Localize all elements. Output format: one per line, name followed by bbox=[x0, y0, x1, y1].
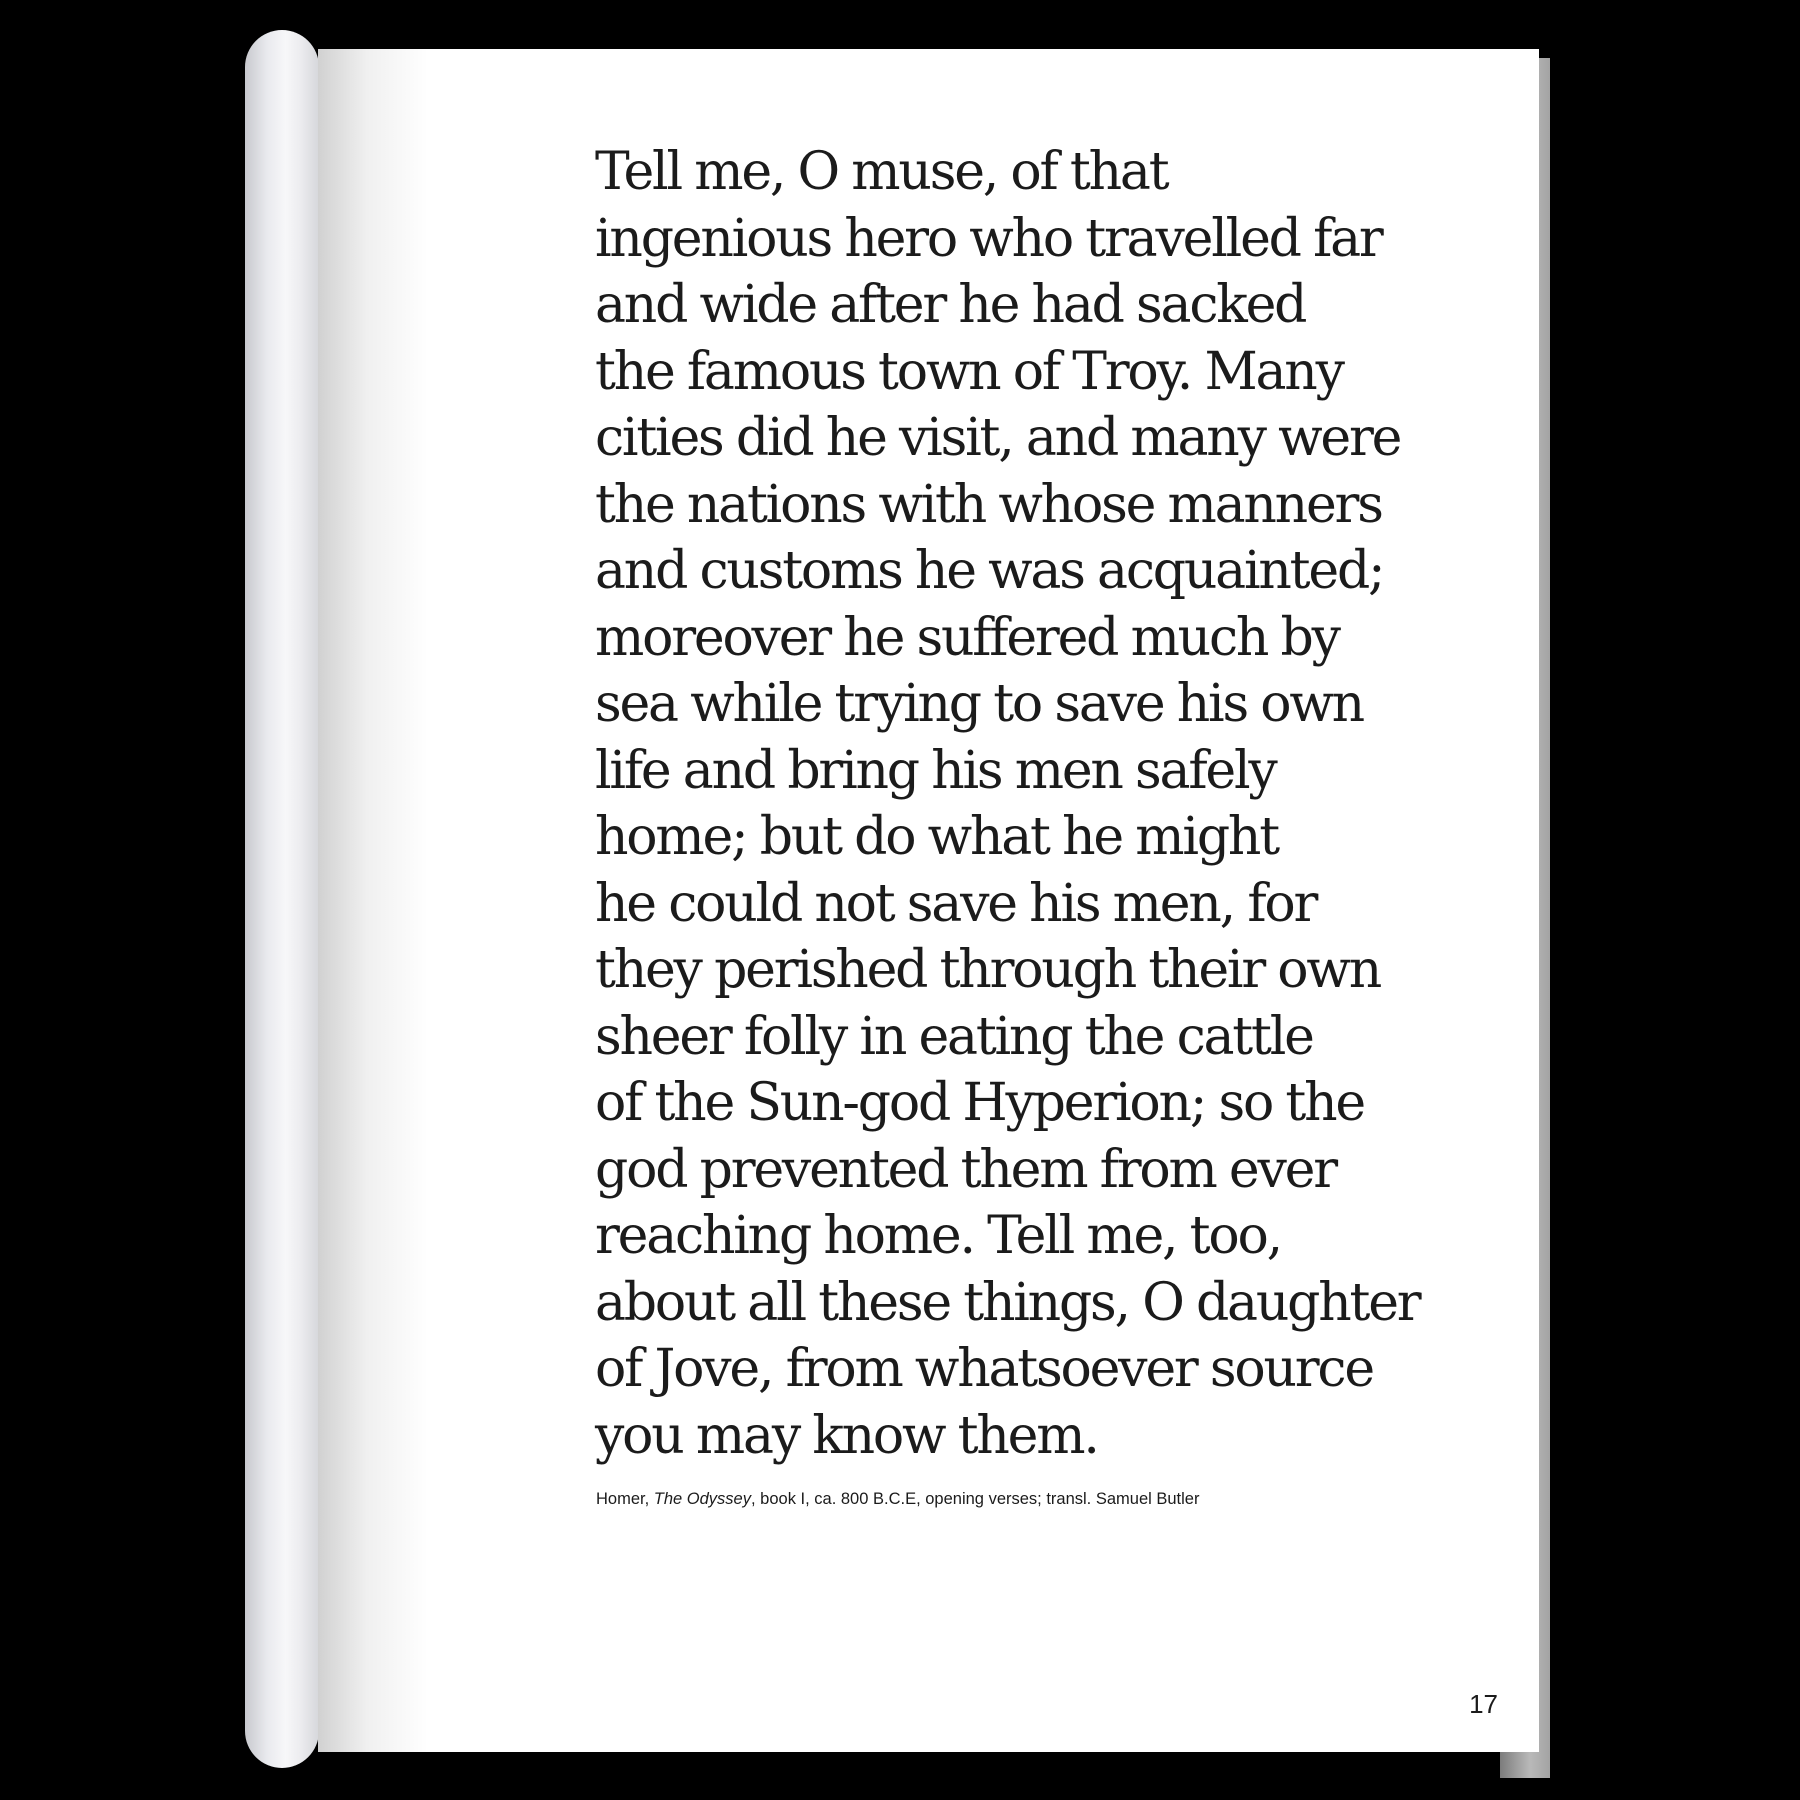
page-number: 17 bbox=[1469, 1689, 1498, 1719]
quote-line: life and bring his men safely bbox=[595, 740, 1276, 801]
quote-line: home; but do what he might bbox=[595, 807, 1278, 867]
quote-text bbox=[595, 139, 1525, 1469]
attribution-author: Homer, bbox=[596, 1490, 654, 1508]
attribution-title: The Odyssey bbox=[653, 1490, 751, 1508]
quote-line: cities did he visit, and many were bbox=[595, 408, 1401, 468]
magazine-page bbox=[318, 49, 1539, 1752]
attribution-details: , book I, ca. 800 B.C.E, opening verses; transl. Samuel Butler bbox=[751, 1490, 1200, 1508]
page-gutter-shadow bbox=[318, 49, 428, 1752]
quote-line: ingenious hero who travelled far bbox=[595, 208, 1382, 269]
quote-line: of the Sun-god Hyperion; so the bbox=[595, 1073, 1364, 1133]
quote-line: about all these things, O daughter bbox=[595, 1272, 1420, 1333]
quote-line: the nations with whose manners bbox=[595, 474, 1382, 535]
quote-line: god prevented them from ever bbox=[595, 1139, 1336, 1200]
quote-line: sheer folly in eating the cattle bbox=[595, 1006, 1313, 1067]
quote-line: they perished through their own bbox=[595, 940, 1381, 1000]
quote-line: you may know them. bbox=[595, 1405, 1098, 1466]
quote-line: and customs he was acquainted; bbox=[595, 541, 1384, 601]
quote-line: reaching home. Tell me, too, bbox=[595, 1206, 1281, 1266]
quote-line: he could not save his men, for bbox=[595, 873, 1317, 934]
rolled-page-edge bbox=[245, 30, 319, 1768]
quote-line: Tell me, O muse, of that bbox=[595, 142, 1168, 202]
quote-line: and wide after he had sacked bbox=[595, 275, 1306, 335]
quote-attribution bbox=[596, 1490, 1199, 1509]
quote-line: sea while trying to save his own bbox=[595, 674, 1363, 734]
quote-line: of Jove, from whatsoever source bbox=[595, 1339, 1373, 1399]
quote-line: the famous town of Troy. Many bbox=[595, 341, 1343, 402]
quote-line: moreover he suffered much by bbox=[595, 607, 1339, 668]
